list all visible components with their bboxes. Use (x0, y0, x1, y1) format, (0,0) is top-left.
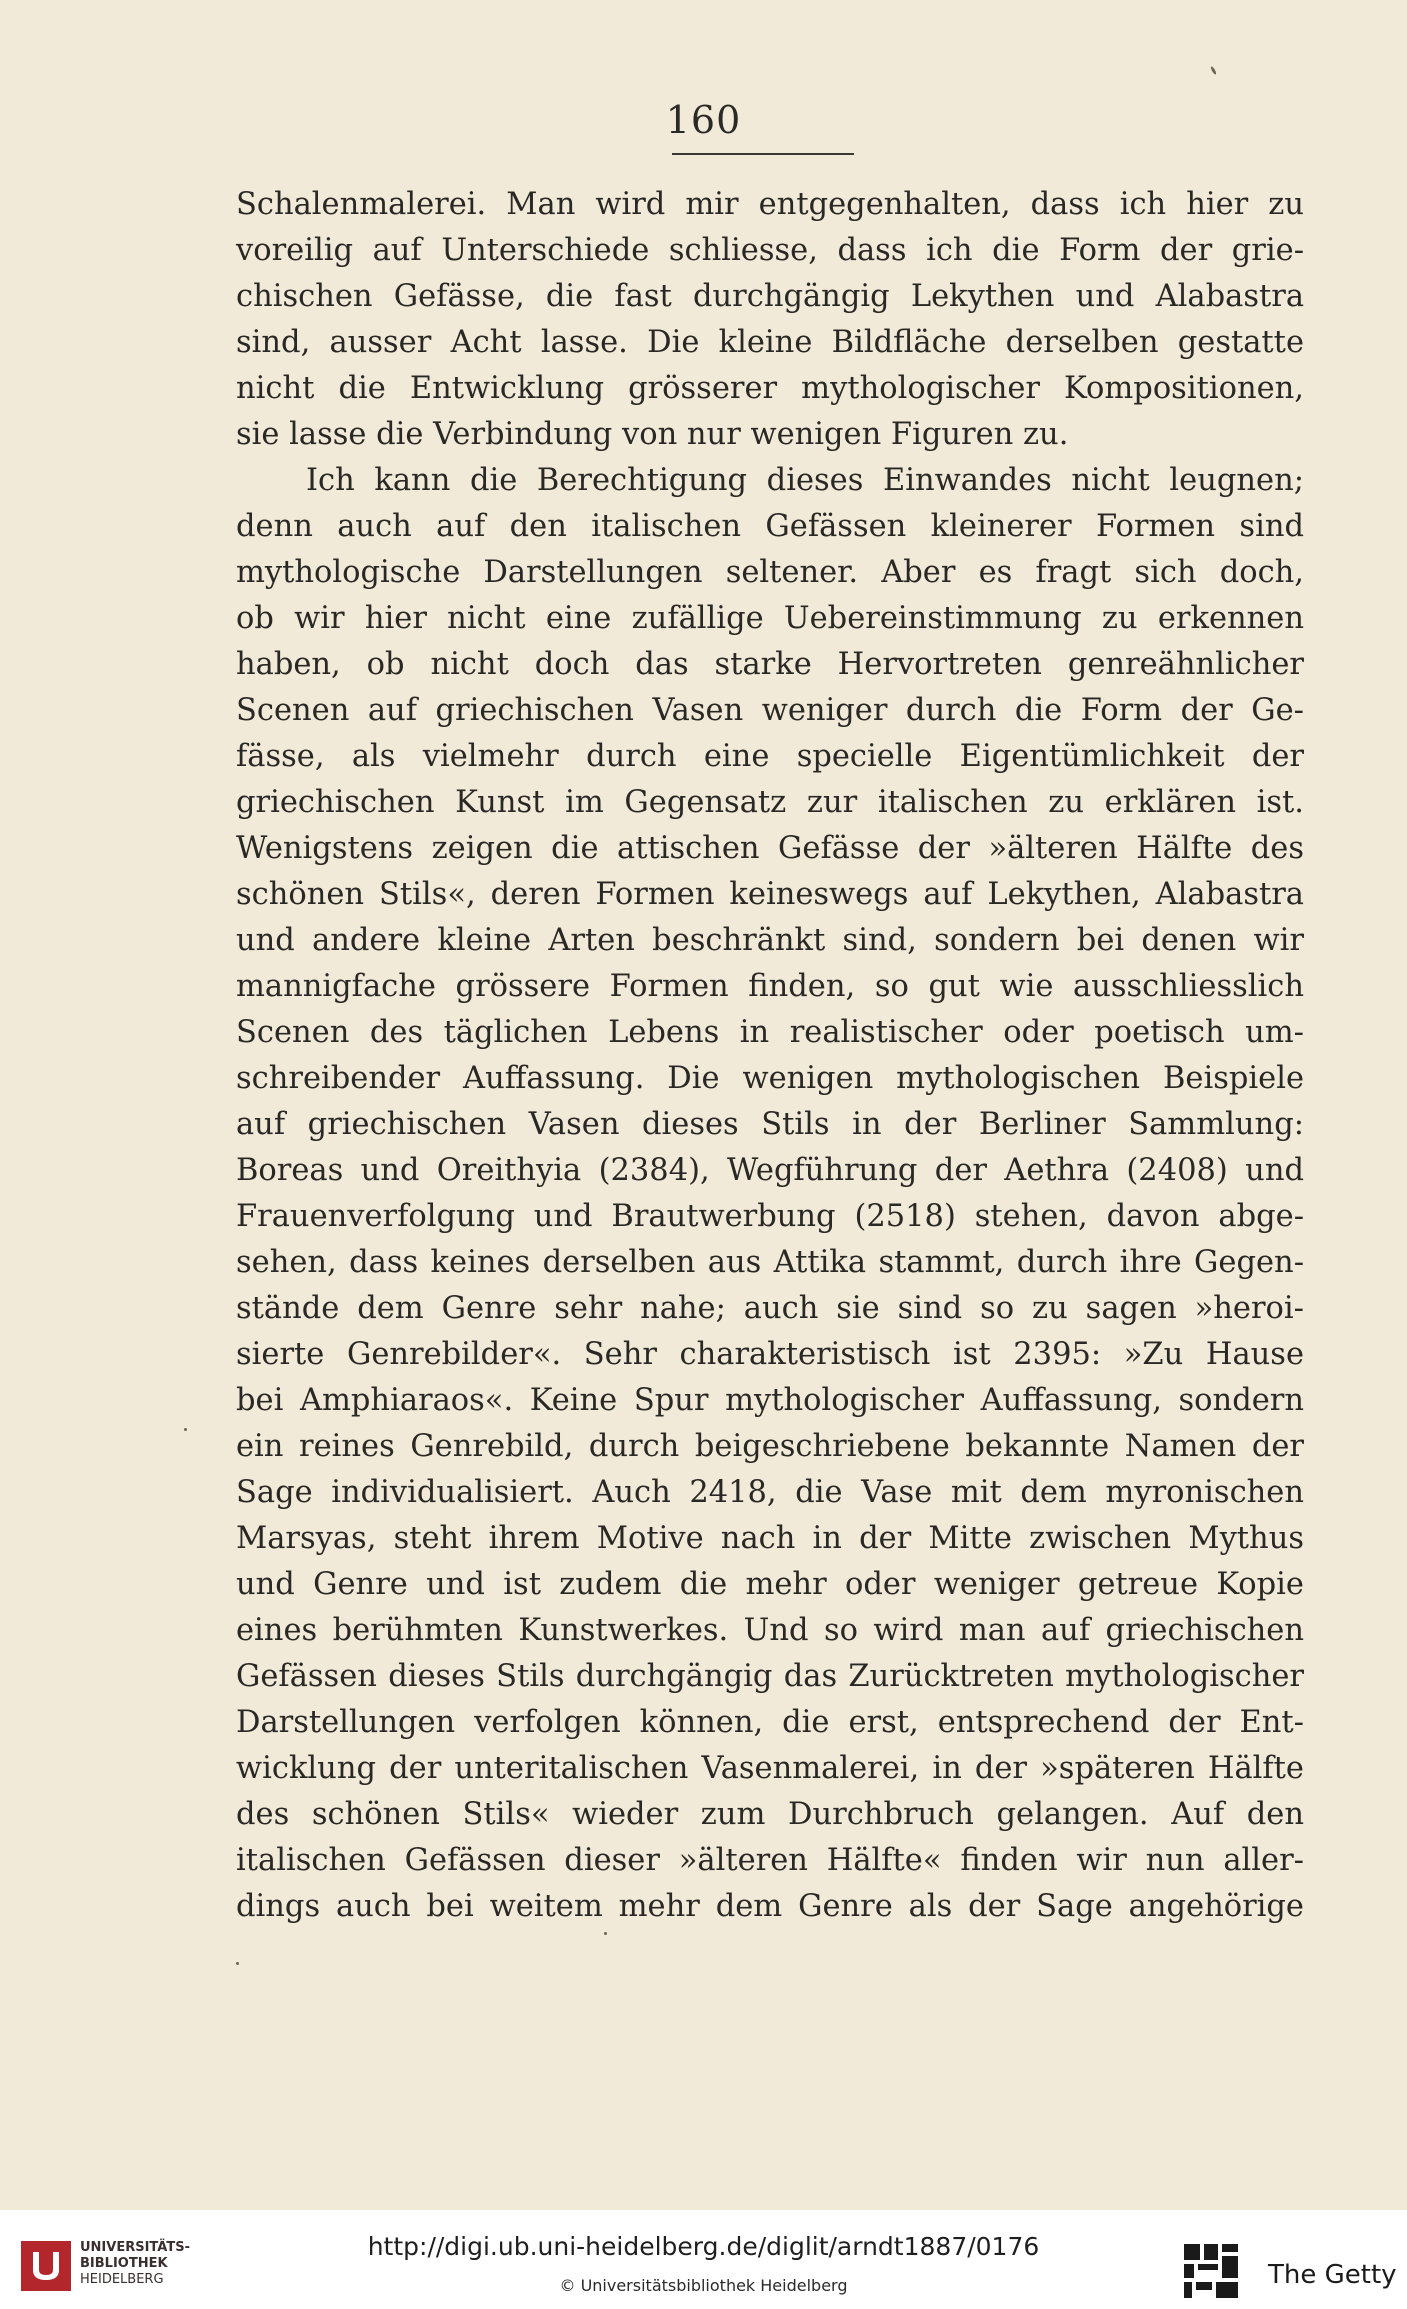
text-line: dings auch bei weitem mehr dem Genre als der Sage angehörige (236, 1889, 1304, 1924)
text-line: und Genre und ist zudem die mehr oder weniger getreue Kopie (236, 1567, 1304, 1602)
text-line: fässe, als vielmehr durch eine specielle Eigentümlichkeit der (236, 739, 1304, 774)
page-number-rule (672, 153, 854, 155)
text-line: haben, ob nicht doch das starke Hervortreten genreähnlicher (236, 647, 1304, 682)
text-line: schreibender Auffassung. Die wenigen mythologischen Beispiele (236, 1061, 1304, 1096)
paper-speck (604, 1932, 607, 1935)
text-line: des schönen Stils« wieder zum Durchbruch gelangen. Auf den (236, 1797, 1304, 1832)
text-line: Frauenverfolgung und Brautwerbung (2518) stehen, davon abge- (236, 1199, 1304, 1234)
footer (0, 2210, 1407, 2309)
paper-speck (236, 1962, 239, 1965)
text-line: sierte Genrebilder«. Sehr charakteristisch ist 2395: »Zu Hause (236, 1337, 1304, 1372)
text-line: bei Amphiaraos«. Keine Spur mythologischer Auffassung, sondern (236, 1383, 1304, 1418)
text-line: italischen Gefässen dieser »älteren Hälfte« finden wir nun aller- (236, 1843, 1304, 1878)
getty-label: The Getty (1268, 2260, 1397, 2290)
text-line: eines berühmten Kunstwerkes. Und so wird man auf griechischen (236, 1613, 1304, 1648)
text-line: sind, ausser Acht lasse. Die kleine Bildfläche derselben gestatte (236, 325, 1304, 360)
text-line: mannigfache grössere Formen finden, so gut wie ausschliesslich (236, 969, 1304, 1004)
text-line: schönen Stils«, deren Formen keineswegs auf Lekythen, Alabastra (236, 877, 1304, 912)
permalink-url[interactable]: http://digi.ub.uni-heidelberg.de/diglit/arndt1887/0176 (367, 2232, 1040, 2261)
paper-speck (1210, 66, 1217, 75)
text-line: Schalenmalerei. Man wird mir entgegenhalten, dass ich hier zu (236, 187, 1304, 222)
text-line: sehen, dass keines derselben aus Attika stammt, durch ihre Gegen- (236, 1245, 1304, 1280)
text-line: mythologische Darstellungen seltener. Aber es fragt sich doch, (236, 555, 1304, 590)
text-line: sie lasse die Verbindung von nur wenigen Figuren zu. (236, 417, 1069, 452)
text-line: ein reines Genrebild, durch beigeschriebene bekannte Namen der (236, 1429, 1304, 1464)
text-line: Scenen auf griechischen Vasen weniger durch die Form der Ge- (236, 693, 1304, 728)
page-number: 160 (665, 98, 742, 142)
text-line: Marsyas, steht ihrem Motive nach in der Mitte zwischen Mythus (236, 1521, 1304, 1556)
text-line: Sage individualisiert. Auch 2418, die Vase mit dem myronischen (236, 1475, 1304, 1510)
text-line: Boreas und Oreithyia (2384), Wegführung der Aethra (2408) und (236, 1153, 1304, 1188)
text-line: chischen Gefässe, die fast durchgängig Lekythen und Alabastra (236, 279, 1304, 314)
text-line: nicht die Entwicklung grösserer mythologischer Kompositionen, (236, 371, 1304, 406)
copyright-notice: © Universitätsbibliothek Heidelberg (559, 2276, 848, 2295)
body-text (236, 182, 1304, 1930)
library-name-line: BIBLIOTHEK (80, 2256, 168, 2271)
text-line: Darstellungen verfolgen können, die erst, entsprechend der Ent- (236, 1705, 1304, 1740)
text-line: griechischen Kunst im Gegensatz zur italischen zu erklären ist. (236, 785, 1304, 820)
paper-speck (184, 1428, 187, 1431)
text-line: ob wir hier nicht eine zufällige Uebereinstimmung zu erkennen (236, 601, 1304, 636)
text-line: stände dem Genre sehr nahe; auch sie sind so zu sagen »heroi- (236, 1291, 1304, 1326)
text-line: Scenen des täglichen Lebens in realistischer oder poetisch um- (236, 1015, 1304, 1050)
getty-logo-icon (1182, 2242, 1240, 2302)
text-line: Ich kann die Berechtigung dieses Einwandes nicht leugnen; (306, 463, 1304, 498)
text-line: und andere kleine Arten beschränkt sind, sondern bei denen wir (236, 923, 1304, 958)
library-name-line: UNIVERSITÄTS- (80, 2240, 190, 2255)
text-line: auf griechischen Vasen dieses Stils in der Berliner Sammlung: (236, 1107, 1304, 1142)
text-line: denn auch auf den italischen Gefässen kleinerer Formen sind (236, 509, 1304, 544)
text-line: wicklung der unteritalischen Vasenmalerei, in der »späteren Hälfte (236, 1751, 1304, 1786)
text-line: Wenigstens zeigen die attischen Gefässe der »älteren Hälfte des (236, 831, 1304, 866)
text-line: Gefässen dieses Stils durchgängig das Zurücktreten mythologischer (236, 1659, 1304, 1694)
text-line: voreilig auf Unterschiede schliesse, dass ich die Form der grie- (236, 233, 1304, 268)
library-name-line: HEIDELBERG (80, 2272, 164, 2287)
